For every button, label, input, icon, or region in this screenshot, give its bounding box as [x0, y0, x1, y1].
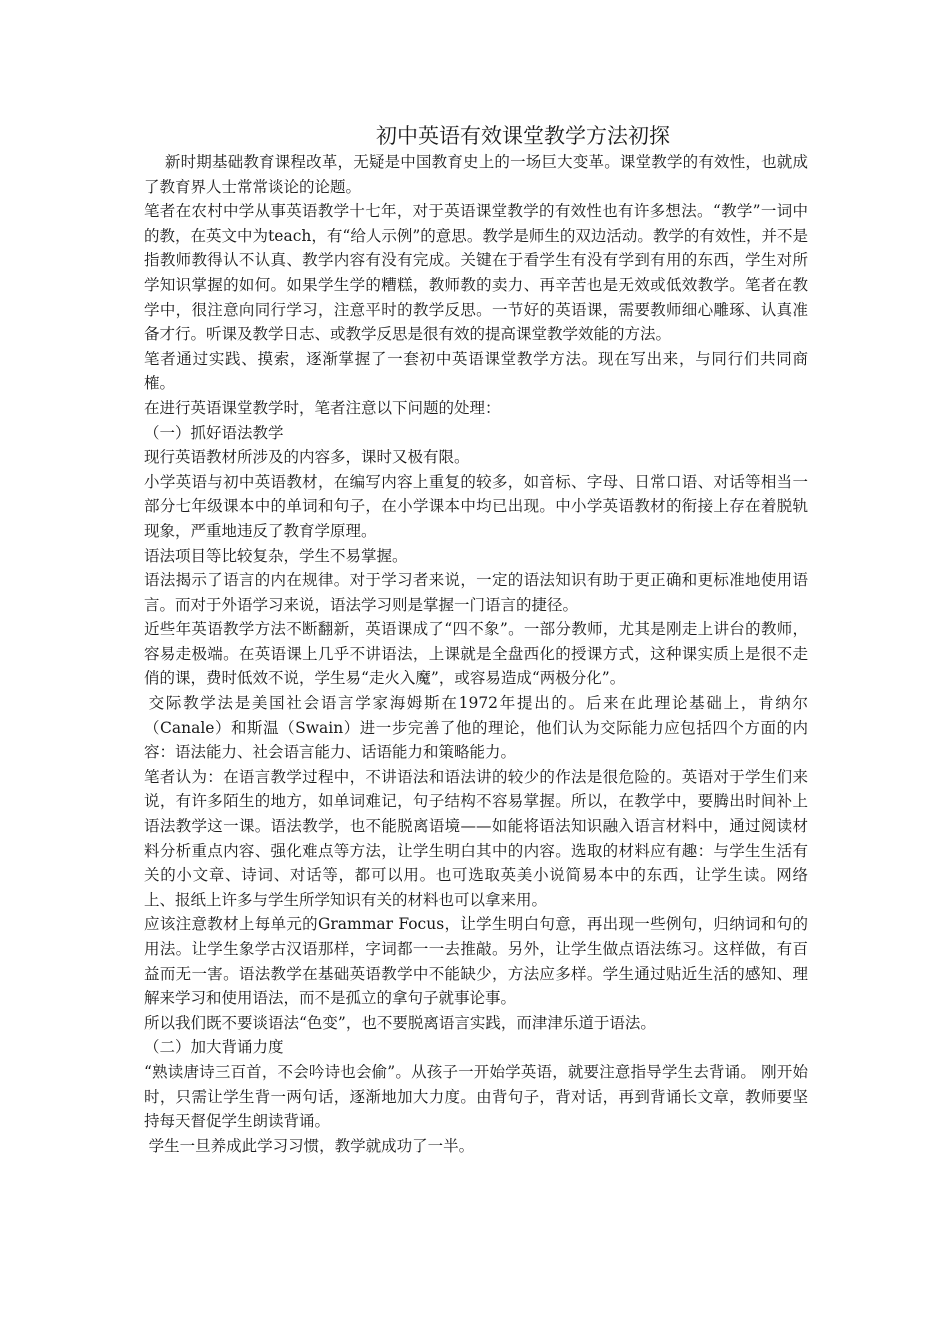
section-heading-recitation: （二）加大背诵力度: [144, 1038, 284, 1057]
paragraph: 语法揭示了语言的内在规律。对于学习者来说，一定的语法知识有助于更正确和更标准地使用语言。而对于外语学习来说，语法学习则是掌握一门语言的捷径。: [144, 571, 808, 614]
section-heading-grammar: （一）抓好语法教学: [144, 423, 284, 442]
paragraph: 在进行英语课堂教学时，笔者注意以下问题的处理：: [144, 398, 501, 417]
document-title: 初中英语有效课堂教学方法初探: [376, 124, 670, 148]
paragraph: 所以我们既不要谈语法“色变”，也不要脱离语言实践，而津津乐道于语法。: [144, 1013, 656, 1032]
paragraph: 应该注意教材上每单元的Grammar Focus，让学生明白句意，再出现一些例句，归纳词和句的用法。让学生象学古汉语那样，字词都一一去推敲。另外，让学生做点语法练习。这样做，有百益而无一害。语法教学在基础英语教学中不能缺少，方法应多样。学生通过贴近生活的感知、理解来学习和使用语法，而不是孤立的拿句子就事论事。: [144, 915, 808, 1008]
paragraph: 现行英语教材所涉及的内容多，课时又极有限。: [144, 448, 470, 467]
paragraph: 近些年英语教学方法不断翻新，英语课成了“四不象”。一部分教师，尤其是刚走上讲台的教师，容易走极端。在英语课上几乎不讲语法，上课就是全盘西化的授课方式，这种课实质上是很不走俏的课，费时低效不说，学生易“走火入魔”，或容易造成“两极分化”。: [144, 620, 808, 688]
paragraph: 交际教学法是美国社会语言学家海姆斯在1972年提出的。后来在此理论基础上，肯纳尔（Canale）和斯温（Swain）进一步完善了他的理论，他们认为交际能力应包括四个方面的内容：语法能力、社会语言能力、话语能力和策略能力。: [144, 694, 808, 762]
document-body: [144, 122, 808, 1158]
paragraph: 笔者通过实践、摸索，逐渐掌握了一套初中英语课堂教学方法。现在写出来，与同行们共同商榷。: [144, 349, 808, 393]
paragraph: 笔者认为：在语言教学过程中，不讲语法和语法讲的较少的作法是很危险的。英语对于学生们来说，有许多陌生的地方，如单词难记，句子结构不容易掌握。所以，在教学中，要腾出时间补上语法教学这一课。语法教学，也不能脱离语境——如能将语法知识融入语言材料中，通过阅读材料分析重点内容、强化难点等方法，让学生明白其中的内容。选取的材料应有趣：与学生生活有关的小文章、诗词、对话等，都可以用。也可选取英美小说简易本中的东西，让学生读。网络上、报纸上许多与学生所学知识有关的材料也可以拿来用。: [144, 767, 808, 909]
paragraph: 小学英语与初中英语教材，在编写内容上重复的较多，如音标、字母、日常口语、对话等相当一部分七年级课本中的单词和句子，在小学课本中均已出现。中小学英语教材的衔接上存在着脱轨现象，严重地违反了教育学原理。: [144, 472, 808, 540]
paragraph: 笔者在农村中学从事英语教学十七年，对于英语课堂教学的有效性也有许多想法。“教学”一词中的教，在英文中为teach，有“给人示例”的意思。教学是师生的双边活动。教学的有效性，并不是指教师教得认不认真、教学内容有没有完成。关键在于看学生有没有学到有用的东西，学生对所学知识掌握的如何。如果学生学的糟糕，教师教的卖力、再辛苦也是无效或低效教学。笔者在教学中，很注意向同行学习，注意平时的教学反思。一节好的英语课，需要教师细心雕琢、认真准备才行。听课及教学日志、或教学反思是很有效的提高课堂教学效能的方法。: [144, 202, 808, 344]
paragraph: “熟读唐诗三百首，不会吟诗也会偷”。从孩子一开始学英语，就要注意指导学生去背诵。 刚开始时，只需让学生背一两句话，逐渐地加大力度。由背句子，背对话，再到背诵长文章，教师要坚持每天督促学生朗读背诵。: [144, 1062, 808, 1131]
paragraph-intro: 新时期基础教育课程改革，无疑是中国教育史上的一场巨大变革。课堂教学的有效性，也就成了教育界人士常常谈论的论题。: [144, 153, 808, 196]
paragraph: 学生一旦养成此学习习惯，教学就成功了一半。: [148, 1136, 475, 1155]
paragraph: 语法项目等比较复杂，学生不易掌握。: [144, 546, 408, 565]
